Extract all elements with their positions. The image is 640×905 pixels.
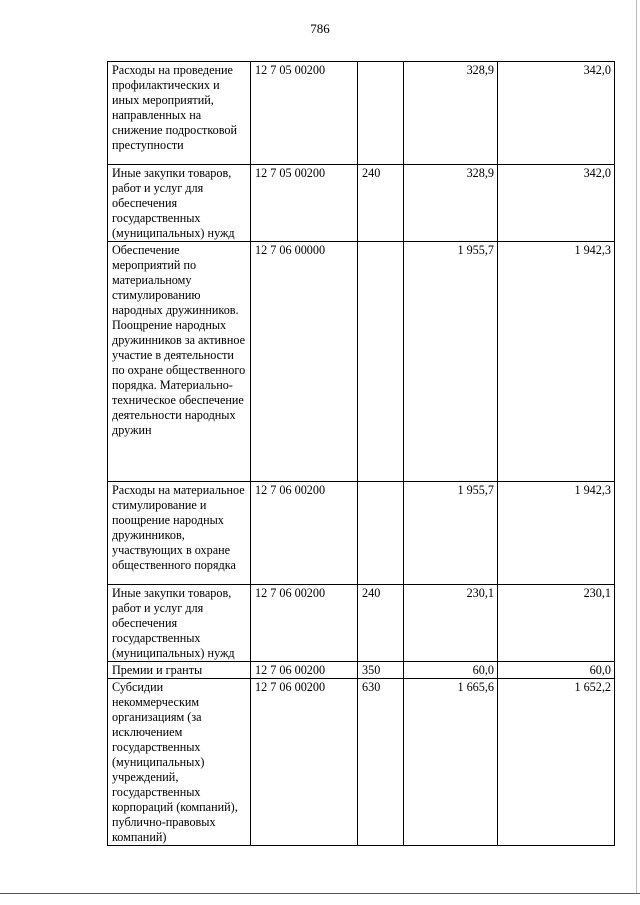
expense-type: 630	[358, 679, 404, 846]
amount-year-2: 1 942,3	[498, 482, 615, 585]
expense-type	[358, 482, 404, 585]
scan-bottom-edge	[0, 893, 640, 894]
target-code: 12 7 06 00200	[251, 679, 358, 846]
expense-type: 240	[358, 585, 404, 662]
amount-year-1: 1 955,7	[404, 482, 498, 585]
item-name: Иные закупки товаров, работ и услуг для обеспечения государственных (муниципальных) нужд	[108, 165, 251, 242]
target-code: 12 7 05 00200	[251, 165, 358, 242]
amount-year-1: 328,9	[404, 62, 498, 165]
target-code: 12 7 06 00000	[251, 242, 358, 482]
item-name: Расходы на материальное стимулирование и поощрение народных дружинников, участвующих в охране общественного порядка	[108, 482, 251, 585]
expense-type: 240	[358, 165, 404, 242]
item-name: Премии и гранты	[108, 662, 251, 679]
target-code: 12 7 06 00200	[251, 662, 358, 679]
item-name: Иные закупки товаров, работ и услуг для обеспечения государственных (муниципальных) нужд	[108, 585, 251, 662]
page-number: 786	[310, 21, 330, 36]
table-row	[108, 679, 615, 846]
amount-year-2: 1 942,3	[498, 242, 615, 482]
budget-table	[107, 61, 615, 846]
expense-type: 350	[358, 662, 404, 679]
item-name: Субсидии некоммерческим организациям (за исключением государственных (муниципальных) учреждений, государственных корпораций (компаний), публично-правовых компаний)	[108, 679, 251, 846]
target-code: 12 7 06 00200	[251, 585, 358, 662]
scan-right-edge	[636, 0, 637, 893]
amount-year-2: 60,0	[498, 662, 615, 679]
table-row	[108, 242, 615, 482]
amount-year-1: 1 955,7	[404, 242, 498, 482]
amount-year-2: 230,1	[498, 585, 615, 662]
amount-year-1: 60,0	[404, 662, 498, 679]
item-name: Расходы на проведение профилактических и иных мероприятий, направленных на снижение подростковой преступности	[108, 62, 251, 165]
expense-type	[358, 62, 404, 165]
amount-year-1: 1 665,6	[404, 679, 498, 846]
table-row	[108, 585, 615, 662]
table-row	[108, 165, 615, 242]
amount-year-1: 328,9	[404, 165, 498, 242]
table-row	[108, 662, 615, 679]
table-row	[108, 482, 615, 585]
target-code: 12 7 06 00200	[251, 482, 358, 585]
amount-year-2: 1 652,2	[498, 679, 615, 846]
target-code: 12 7 05 00200	[251, 62, 358, 165]
expense-type	[358, 242, 404, 482]
amount-year-1: 230,1	[404, 585, 498, 662]
item-name: Обеспечение мероприятий по материальному стимулированию народных дружинников. Поощрение народных дружинников за активное участие в деятельности по охране общественного порядка. Материально-техническое обеспечение деятельности народных дружин	[108, 242, 251, 482]
amount-year-2: 342,0	[498, 165, 615, 242]
amount-year-2: 342,0	[498, 62, 615, 165]
table-row	[108, 62, 615, 165]
